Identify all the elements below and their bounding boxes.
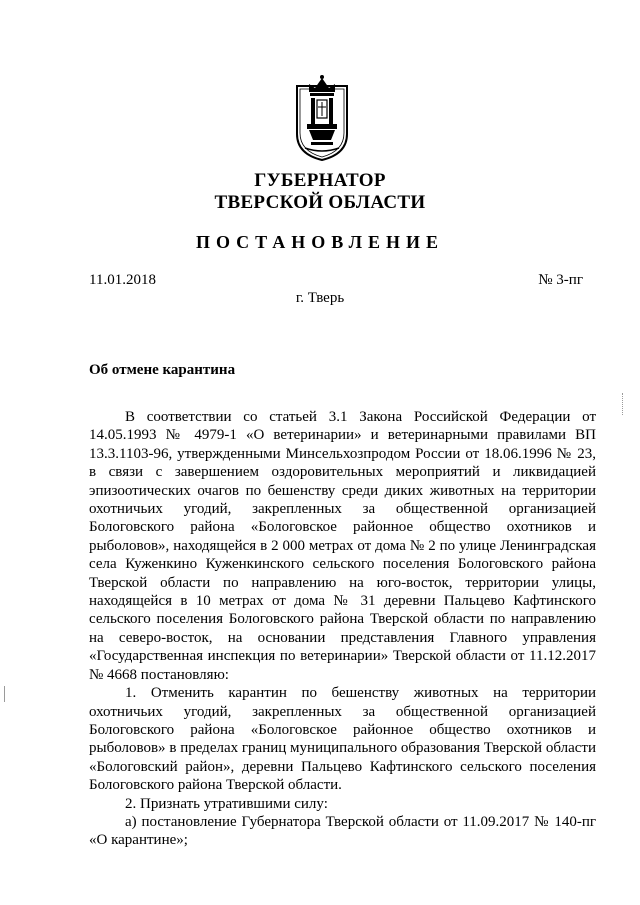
- coat-of-arms-icon: [293, 72, 351, 162]
- body-paragraph: а) постановление Губернатора Тверской области от 11.09.2017 № 140-пг «О карантине»;: [89, 813, 596, 849]
- body-paragraph: 1. Отменить карантин по бешенству животных на территории охотничьих угодий, закрепленных за общественной организацией Бологовского района «Бологовское районное общество охотников и рыболовов» в пределах границ муниципального образования Тверской области «Бологовский район», деревни Пальцево Кафтинского сельского поселения Бологовского района Тверской области.: [89, 685, 596, 794]
- scan-margin-mark: [4, 686, 5, 702]
- body-paragraph: 2. Признать утратившими силу:: [125, 795, 328, 812]
- body-paragraph: В соответствии со статьей 3.1 Закона Российской Федерации от 14.05.1993 № 4979-1 «О ветеринарии» и ветеринарными правилами ВП 13.3.1103-96, утвержденными Минсельхозпродом России от 18.06.1996 № 23, в связи с завершением оздоровительных мероприятий и ликвидацией эпизоотических очагов по бешенству среди диких животных на территории охотничьих угодий, закрепленных за общественной организацией Бологовского района «Бологовское районное общество охотников и рыболовов», находящейся в 2 000 метрах от дома № 2 по улице Ленинградская села Куженкино Куженкинского сельского поселения Бологовского района Тверской области по направлению на юго-восток, территории улицы, находящейся в 10 метрах от дома № 31 деревни Пальцево Кафтинского сельского поселения Бологовского района Тверской области по направлению на северо-восток, на основании представления Главного управления «Государственная инспекция по ветеринарии» Тверской области от 11.12.2017 № 4668 постановляю:: [89, 409, 596, 683]
- scan-margin-mark: [622, 393, 625, 415]
- document-number: № 3-пг: [538, 272, 583, 288]
- document-date: 11.01.2018: [89, 272, 156, 288]
- document-city: г. Тверь: [295, 290, 345, 306]
- document-type: ПОСТАНОВЛЕНИЕ: [195, 232, 445, 252]
- org-title-line2: ТВЕРСКОЙ ОБЛАСТИ: [214, 192, 426, 213]
- document-body: [89, 408, 596, 850]
- org-title-line1: ГУБЕРНАТОР: [254, 170, 386, 191]
- document-subject: Об отмене карантина: [89, 362, 236, 378]
